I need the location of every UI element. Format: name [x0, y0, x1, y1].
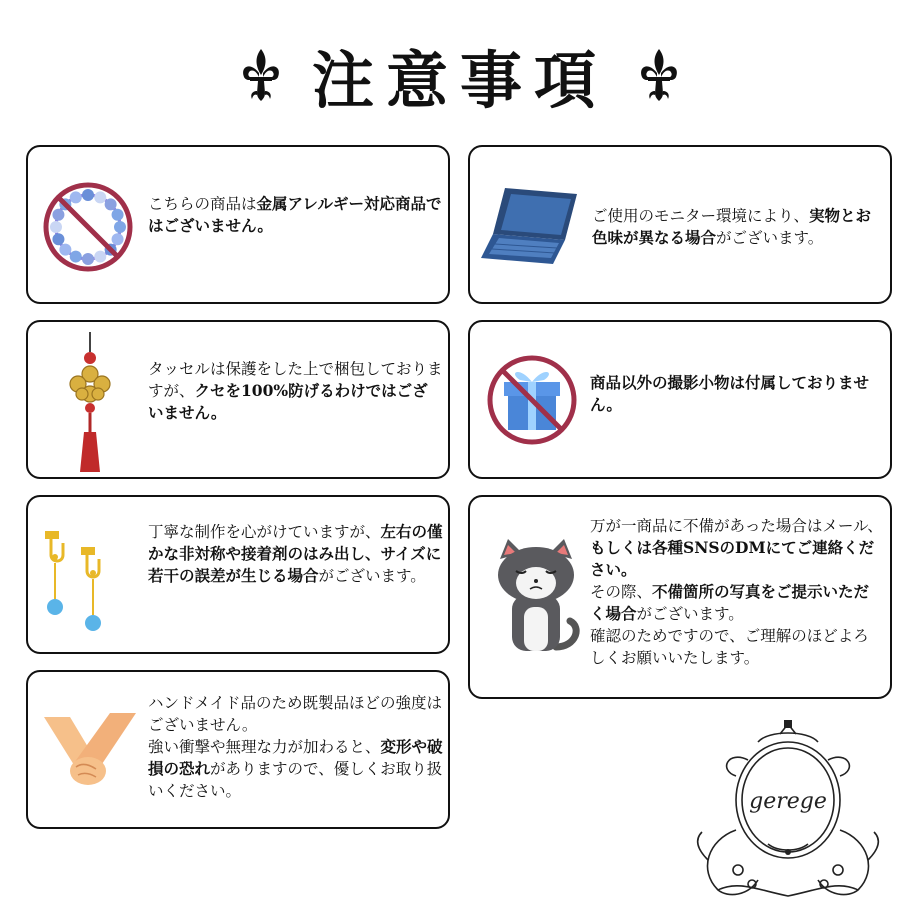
bead: [50, 221, 62, 233]
bead: [70, 191, 82, 203]
page-title: 注意事項: [311, 43, 608, 117]
no-gift-icon: [482, 350, 582, 450]
no-bracelet-icon: [38, 177, 138, 277]
notice-text: [590, 515, 884, 669]
notice-text-segment: がございます。: [318, 567, 426, 585]
notice-text-segment: がございます。: [636, 605, 744, 623]
notice-text: [148, 193, 443, 237]
holding-hands-icon: [40, 702, 140, 802]
notice-text: [148, 358, 443, 424]
notice-card-tassel: [26, 320, 450, 479]
fleur-de-lis-icon: [636, 47, 682, 103]
notice-text-segment: 実物とお色味が異なる場合: [592, 206, 872, 247]
notice-card-defect: [468, 495, 892, 699]
notice-text: [590, 372, 882, 416]
tassel-icon: [60, 332, 120, 472]
notice-card-durability: [26, 670, 450, 829]
notice-text-segment: ハンドメイド品のため既製品ほどの強度はございません。: [148, 694, 443, 734]
bead: [94, 251, 106, 263]
brand-logo: [688, 720, 888, 910]
bead: [114, 221, 126, 233]
notice-text-segment: 変形や破損の恐れ: [148, 737, 443, 778]
bead: [52, 233, 64, 245]
notice-card-allergy: [26, 145, 450, 304]
bead: [70, 251, 82, 263]
fleur-de-lis-icon: [238, 47, 284, 103]
laptop-icon: [478, 182, 583, 272]
bead: [105, 198, 117, 210]
notice-text-segment: 万が一商品に不備があった場合はメール、: [590, 517, 883, 535]
notice-card-variance: [26, 495, 450, 654]
notice-text-segment: 左右の僅かな非対称や接着剤のはみ出し、サイズに若干の誤差が生じる場合: [148, 522, 443, 585]
bead: [94, 191, 106, 203]
sad-cat-icon: [486, 537, 582, 657]
notice-text-segment: 商品以外の撮影小物は付属しておりません。: [590, 373, 870, 414]
notice-text: [148, 521, 446, 587]
logo-text: gerege: [749, 789, 827, 814]
bead: [82, 189, 94, 201]
notice-text-segment: 丁寧な制作を心がけていますが、: [148, 523, 381, 541]
notice-text-segment: クセを100%防げるわけではございません。: [148, 381, 428, 422]
bead: [112, 233, 124, 245]
notice-text-segment: がございます。: [716, 229, 824, 247]
notice-text-segment: 強い衝撃や無理な力が加わると、: [148, 738, 381, 756]
notice-text: [592, 205, 882, 249]
notice-text-segment: タッセルは保護をした上で梱包しておりますが、: [148, 360, 443, 400]
bead: [82, 253, 94, 265]
notice-card-props: [468, 320, 892, 479]
notice-text-segment: 不備箇所の写真をご提示いただく場合: [590, 582, 870, 623]
bead: [59, 244, 71, 256]
notice-text-segment: もしくは各種SNSのDMにてご連絡ください。: [590, 538, 875, 579]
notice-text: [148, 692, 446, 802]
notice-text-segment: ご使用のモニター環境により、: [592, 207, 810, 225]
notice-text-segment: こちらの商品は: [148, 195, 257, 213]
notice-text-segment: 確認のためですので、ご理解のほどよろしくお願いいたします。: [590, 627, 869, 667]
bead: [112, 209, 124, 221]
bead: [52, 209, 64, 221]
notice-card-monitor: [468, 145, 892, 304]
page-header: [0, 30, 920, 120]
notice-text-segment: その際、: [590, 583, 653, 601]
notice-text-segment: 金属アレルギー対応商品ではございません。: [148, 194, 442, 235]
earrings-icon: [40, 519, 145, 634]
notice-text-segment: がありますので、優しくお取り扱いください。: [148, 760, 443, 800]
